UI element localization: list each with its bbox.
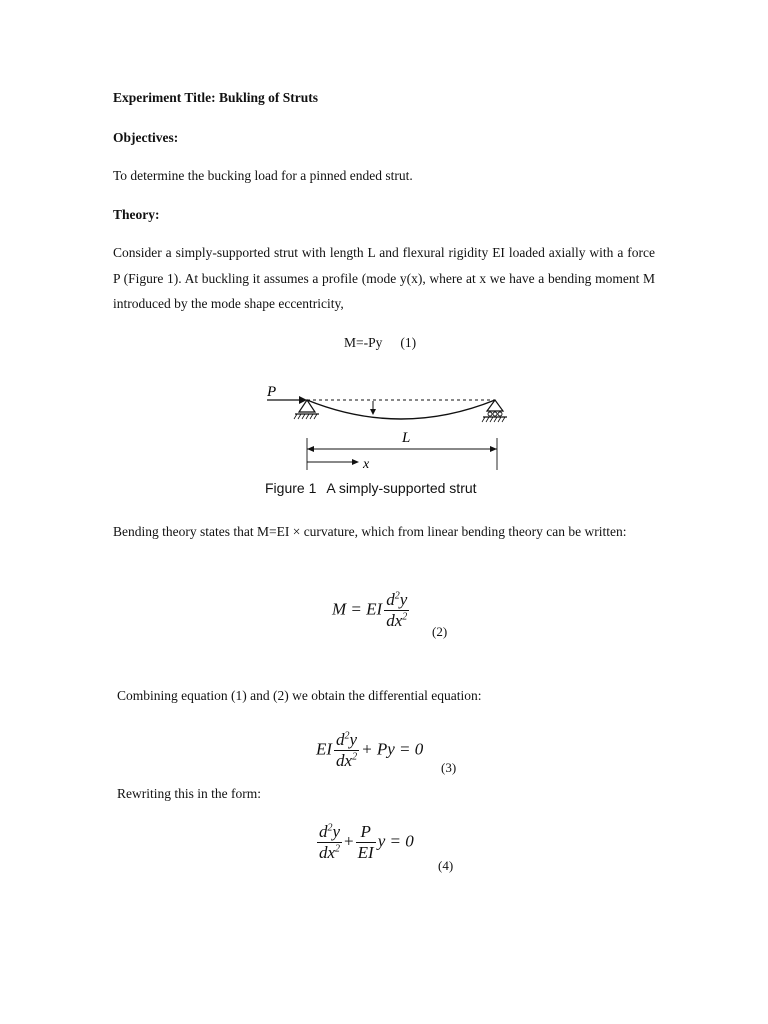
- figure-caption-prefix: Figure 1: [265, 480, 317, 496]
- equation-1: [344, 335, 416, 351]
- eq3-fraction: $\frac{d^2y}{dx^2}$: [336, 730, 358, 770]
- combining-paragraph: Combining equation (1) and (2) we obtain the differential equation:: [117, 688, 482, 703]
- equation-1-body: M=-Py: [344, 335, 383, 350]
- eq4-rhs: y = 0: [377, 831, 414, 851]
- buckled-profile: [307, 400, 495, 419]
- eq2-fraction: $\frac{d^2y}{dx^2}$: [386, 590, 408, 630]
- eq3-lhs: EI: [316, 739, 333, 759]
- equation-3: [316, 730, 423, 771]
- theory-paragraph: Consider a simply-supported strut with length L and flexural rigidity EI loaded axially with a force P (Figure 1). At buckling it assumes a profile (mode y(x), where at x we have a bending moment M introduced by the mode shape eccentricity,: [113, 245, 655, 311]
- experiment-title: Experiment Title: Bukling of Struts: [113, 90, 319, 105]
- bending-paragraph: Bending theory states that M=EI × curvature, which from linear bending theory can be written:: [113, 524, 627, 539]
- equation-4-number: (4): [438, 858, 454, 873]
- strut-figure: [255, 378, 525, 478]
- equation-2: [332, 590, 411, 631]
- rewriting-paragraph: Rewriting this in the form:: [117, 786, 261, 801]
- eq4-fraction-2: $\frac{P}{EI}$: [357, 822, 374, 862]
- eq2-lhs: M = EI: [332, 599, 383, 619]
- equation-1-number: (1): [400, 335, 417, 350]
- equation-2-number: (2): [432, 624, 448, 639]
- figure-caption: [265, 480, 477, 496]
- objectives-heading: Objectives:: [113, 130, 179, 145]
- x-label: x: [363, 457, 370, 472]
- equation-3-number: (3): [441, 760, 457, 775]
- objectives-text: To determine the bucking load for a pinned ended strut.: [113, 168, 413, 183]
- equation-4: [315, 822, 414, 863]
- figure-caption-text: A simply-supported strut: [326, 480, 477, 496]
- eq3-rhs: + Py = 0: [361, 739, 424, 759]
- theory-heading: Theory:: [113, 207, 160, 222]
- deflection-arrow-head: [370, 409, 376, 415]
- eq4-fraction-1: $\frac{d^2y}{dx^2}$: [319, 822, 341, 862]
- eq4-plus: +: [344, 831, 354, 851]
- length-label: L: [402, 430, 411, 446]
- force-label: P: [267, 384, 277, 400]
